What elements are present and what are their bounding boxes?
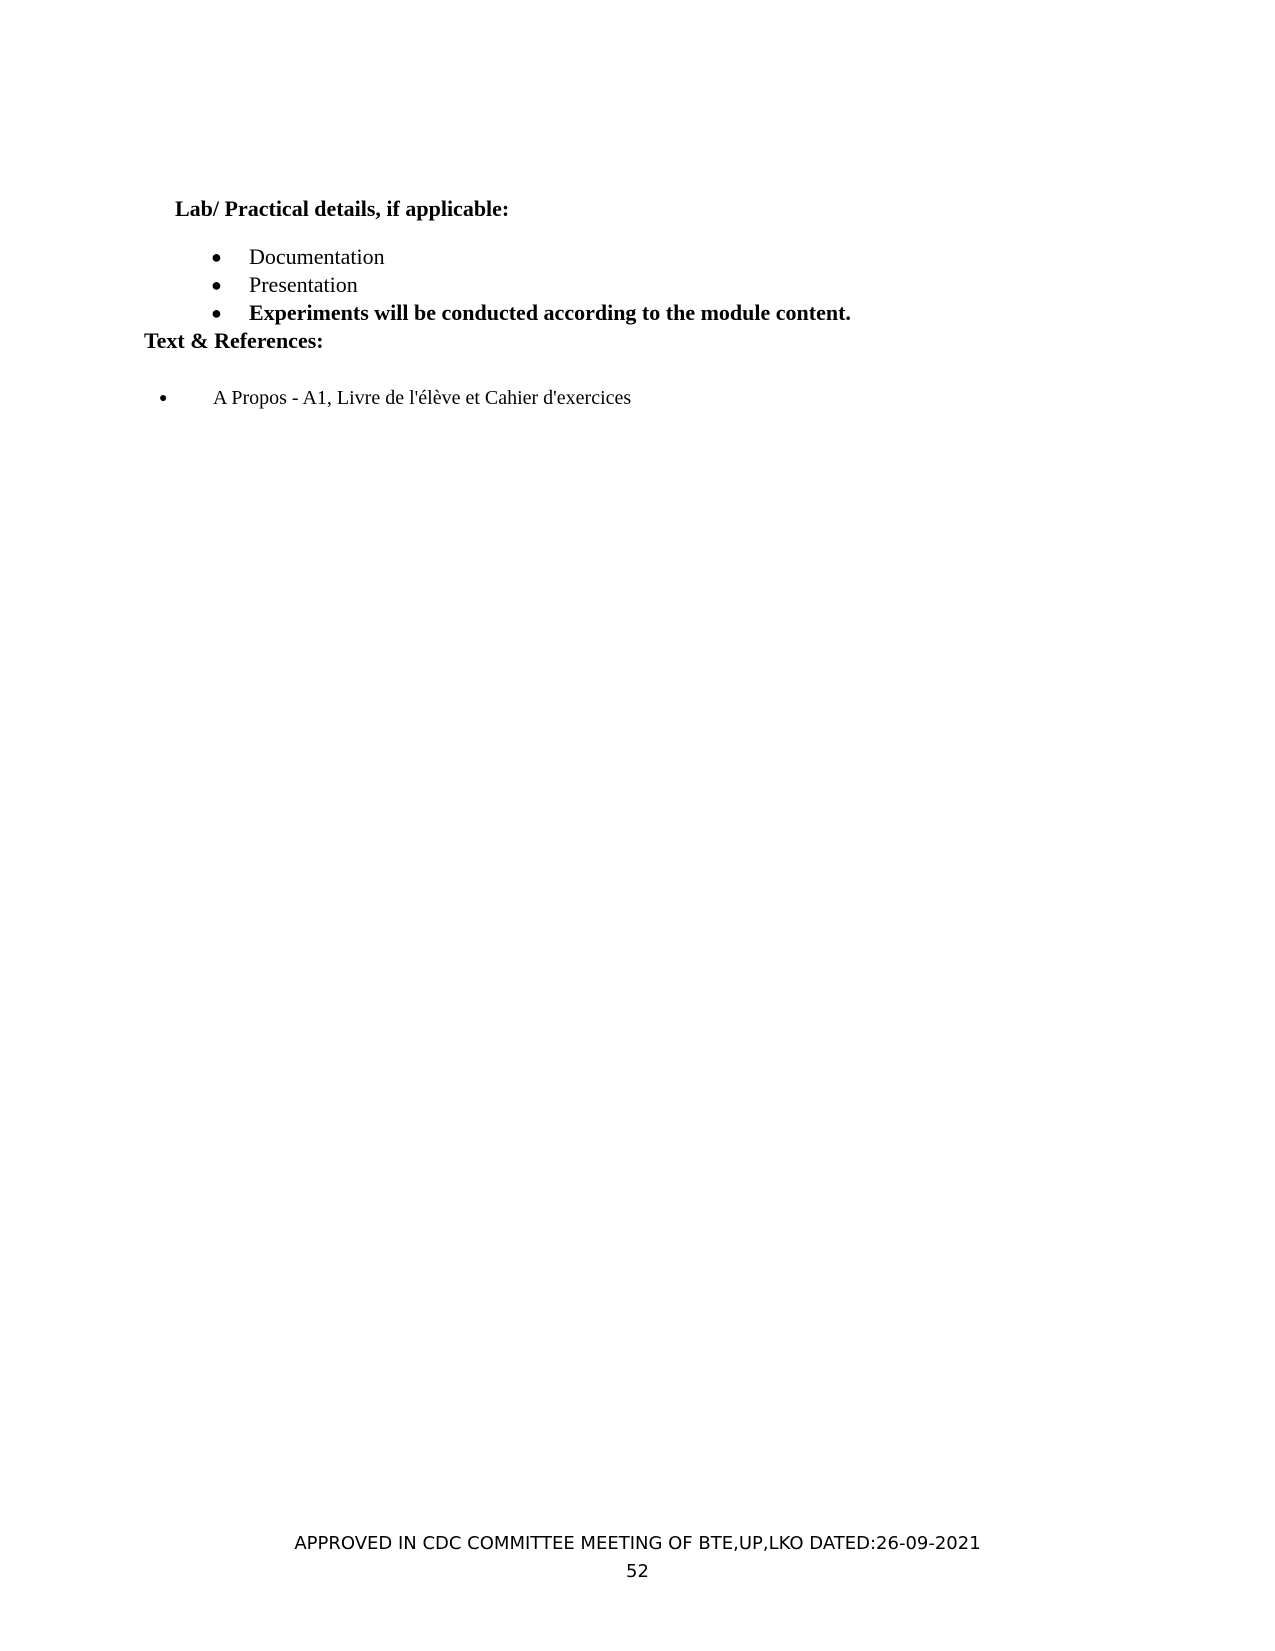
list-item-text: Presentation: [249, 272, 358, 297]
bullet-icon: ●: [159, 391, 168, 406]
bullet-icon: ●: [211, 303, 222, 323]
page-number: 52: [626, 1561, 649, 1582]
list-item-text: Documentation: [249, 244, 385, 269]
text-references-heading: Text & References:: [144, 328, 324, 353]
list-item-text: Experiments will be conducted according to the module content.: [249, 300, 851, 325]
lab-practical-heading: Lab/ Practical details, if applicable:: [175, 196, 510, 221]
bullet-icon: ●: [211, 275, 222, 295]
bullet-icon: ●: [211, 247, 222, 267]
footer-approval-note: APPROVED IN CDC COMMITTEE MEETING OF BTE,UP,LKO DATED:26-09-2021: [294, 1533, 981, 1554]
reference-text: A Propos - A1, Livre de l'élève et Cahier d'exercices: [213, 387, 632, 409]
